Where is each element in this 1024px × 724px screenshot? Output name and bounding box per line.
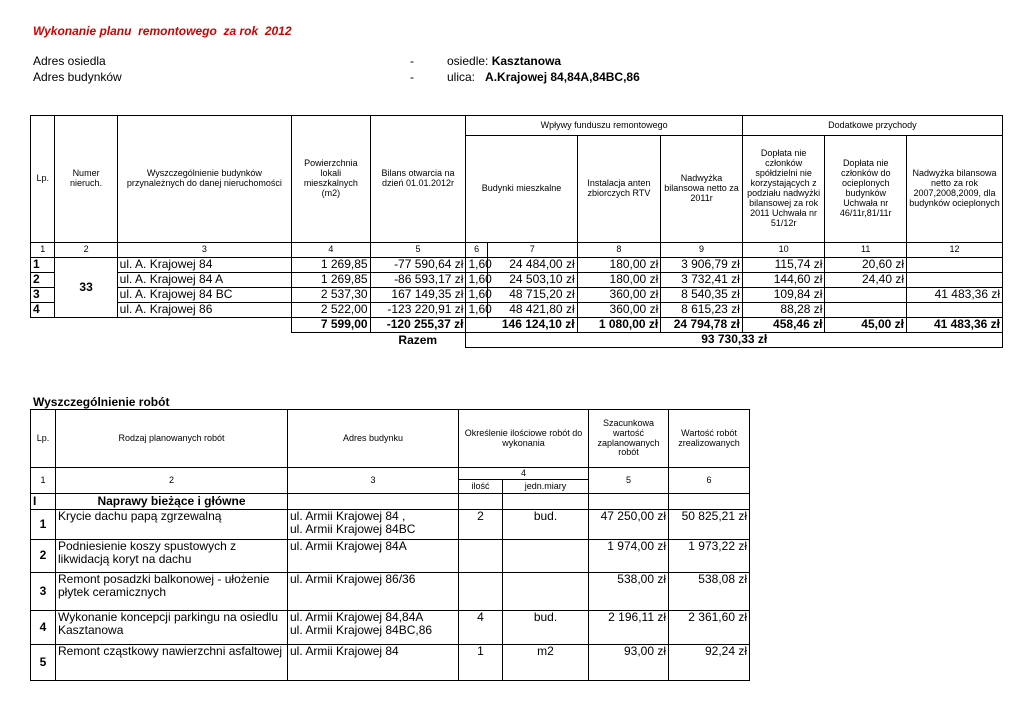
header-szacunkowa: Szacunkowa wartość zaplanowanych robót xyxy=(589,410,669,468)
building-name: ul. A. Krajowej 84 A xyxy=(117,273,291,288)
header-numer: Numer nieruch. xyxy=(55,116,117,243)
doplata-2 xyxy=(825,288,907,303)
table-row xyxy=(31,303,1003,318)
col-num: 4 xyxy=(292,243,371,258)
total-doplata-1: 458,46 zł xyxy=(742,318,825,333)
table-row xyxy=(31,611,750,645)
header-lp: Lp. xyxy=(31,116,55,243)
budynki: 24 503,10 zł xyxy=(487,273,577,288)
doplata-2: 20,60 zł xyxy=(825,258,907,273)
col-num: 5 xyxy=(589,468,669,494)
work-address: ul. Armii Krajowej 84A xyxy=(288,540,459,573)
total-rtv: 1 080,00 zł xyxy=(577,318,661,333)
header-bilans: Bilans otwarcia na dzień 01.01.2012r xyxy=(370,116,466,243)
totals-row xyxy=(31,318,1003,333)
header-wyszczegolnienie: Wyszczególnienie budynków przynależnych do danej nieruchomości xyxy=(117,116,291,243)
work-type: Wykonanie koncepcji parkingu na osiedlu Kasztanowa xyxy=(56,611,288,645)
nadwyzka: 8 540,35 zł xyxy=(661,288,743,303)
total-bilans: -120 255,37 zł xyxy=(370,318,466,333)
table-row xyxy=(31,510,750,540)
bilans: -77 590,64 zł xyxy=(370,258,466,273)
header-instalacja: Instalacja anten zbiorczych RTV xyxy=(577,136,661,243)
header-okreslenie: Określenie ilościowe robót do wykonania xyxy=(459,410,589,468)
group-lp: I xyxy=(31,494,56,510)
quantity: 2 xyxy=(459,510,503,540)
col-num: 9 xyxy=(661,243,743,258)
col-num: 6 xyxy=(466,243,487,258)
quantity: 1 xyxy=(459,645,503,681)
unit: m2 xyxy=(503,645,589,681)
total-nadwyzka-2: 41 483,36 zł xyxy=(907,318,1003,333)
rate: 1,60 xyxy=(466,273,487,288)
doplata-1: 144,60 zł xyxy=(742,273,825,288)
rate: 1,60 xyxy=(466,303,487,318)
work-address: ul. Armii Krajowej 84 xyxy=(288,645,459,681)
rate: 1,60 xyxy=(466,288,487,303)
col-num: 7 xyxy=(487,243,577,258)
estimated-value: 1 974,00 zł xyxy=(589,540,669,573)
total-doplata-2: 45,00 zł xyxy=(825,318,907,333)
nadwyzka-2 xyxy=(907,258,1003,273)
row-lp: 1 xyxy=(31,510,56,540)
rtv: 180,00 zł xyxy=(577,273,661,288)
row-lp: 3 xyxy=(31,288,55,303)
row-lp: 5 xyxy=(31,645,56,681)
unit xyxy=(503,573,589,611)
nadwyzka-2: 41 483,36 zł xyxy=(907,288,1003,303)
col-num: 3 xyxy=(117,243,291,258)
estimated-value: 2 196,11 zł xyxy=(589,611,669,645)
col-num: 1 xyxy=(31,468,56,494)
row-lp: 3 xyxy=(31,573,56,611)
quantity xyxy=(459,540,503,573)
quantity: 4 xyxy=(459,611,503,645)
quantity xyxy=(459,573,503,611)
budynki: 48 421,80 zł xyxy=(487,303,577,318)
group-title: Naprawy bieżące i główne xyxy=(56,494,288,510)
total-nadwyzka: 24 794,78 zł xyxy=(661,318,743,333)
funds-table xyxy=(30,115,1003,348)
area: 1 269,85 xyxy=(292,258,371,273)
area: 2 522,00 xyxy=(292,303,371,318)
col-num: 2 xyxy=(56,468,288,494)
area: 2 537,30 xyxy=(292,288,371,303)
rtv: 360,00 zł xyxy=(577,303,661,318)
doplata-2 xyxy=(825,303,907,318)
section-title: Wyszczególnienie robót xyxy=(33,395,170,409)
street-value: ulica: A.Krajowej 84,84A,84BC,86 xyxy=(447,70,640,84)
estimated-value: 47 250,00 zł xyxy=(589,510,669,540)
nadwyzka-2 xyxy=(907,273,1003,288)
table-row xyxy=(31,273,1003,288)
header-rodzaj: Rodzaj planowanych robót xyxy=(56,410,288,468)
header-budynki: Budynki mieszkalne xyxy=(466,136,577,243)
dash: - xyxy=(410,54,414,68)
razem-row xyxy=(31,333,1003,348)
header-powierzchnia: Powierzchnia lokali mieszkalnych (m2) xyxy=(292,116,371,243)
table-row xyxy=(31,540,750,573)
buildings-label: Adres budynków xyxy=(33,70,122,84)
estate-label: Adres osiedla xyxy=(33,54,106,68)
work-address: ul. Armii Krajowej 84,84A ul. Armii Krajowej 84BC,86 xyxy=(288,611,459,645)
col-num: 4 xyxy=(459,468,589,480)
realized-value: 538,08 zł xyxy=(669,573,750,611)
col-num: 6 xyxy=(669,468,750,494)
estate-value: osiedle: Kasztanowa xyxy=(447,54,562,68)
works-table xyxy=(30,409,750,681)
razem-label: Razem xyxy=(370,333,466,348)
realized-value: 2 361,60 zł xyxy=(669,611,750,645)
total-area: 7 599,00 xyxy=(292,318,371,333)
nadwyzka: 3 732,41 zł xyxy=(661,273,743,288)
rtv: 360,00 zł xyxy=(577,288,661,303)
rate: 1,60 xyxy=(466,258,487,273)
header-dodatkowe: Dodatkowe przychody xyxy=(742,116,1002,136)
nadwyzka: 8 615,23 zł xyxy=(661,303,743,318)
work-type: Remont posadzki balkonowej - ułożenie płytek ceramicznych xyxy=(56,573,288,611)
razem-value: 93 730,33 zł xyxy=(466,333,1003,348)
realized-value: 92,24 zł xyxy=(669,645,750,681)
table-row xyxy=(31,573,750,611)
header-nadwyzka: Nadwyżka bilansowa netto za 2011r xyxy=(661,136,743,243)
row-lp: 4 xyxy=(31,611,56,645)
header-nadwyzka-2: Nadwyżka bilansowa netto za rok 2007,2008,2009, dla budynków ocieplonych xyxy=(907,136,1003,243)
bilans: -86 593,17 zł xyxy=(370,273,466,288)
row-lp: 4 xyxy=(31,303,55,318)
total-budynki: 146 124,10 zł xyxy=(466,318,577,333)
header-ilosc: ilość xyxy=(459,480,503,494)
realized-value: 1 973,22 zł xyxy=(669,540,750,573)
col-num: 5 xyxy=(370,243,466,258)
header-adres: Adres budynku xyxy=(288,410,459,468)
header-lp: Lp. xyxy=(31,410,56,468)
col-num: 3 xyxy=(288,468,459,494)
row-lp: 1 xyxy=(31,258,55,273)
header-jedn: jedn.miary xyxy=(503,480,589,494)
realized-value: 50 825,21 zł xyxy=(669,510,750,540)
col-num: 10 xyxy=(742,243,825,258)
nadwyzka: 3 906,79 zł xyxy=(661,258,743,273)
row-lp: 2 xyxy=(31,540,56,573)
budynki: 48 715,20 zł xyxy=(487,288,577,303)
col-num: 1 xyxy=(31,243,55,258)
header-doplata-2: Dopłata nie członków do ocieplonych budynków Uchwała nr 46/11r,81/11r xyxy=(825,136,907,243)
work-type: Podniesienie koszy spustowych z likwidacją koryt na dachu xyxy=(56,540,288,573)
dash: - xyxy=(410,70,414,84)
header-wartosc: Wartość robót zrealizowanych xyxy=(669,410,750,468)
work-type: Krycie dachu papą zgrzewalną xyxy=(56,510,288,540)
building-name: ul. A. Krajowej 86 xyxy=(117,303,291,318)
unit: bud. xyxy=(503,510,589,540)
nadwyzka-2 xyxy=(907,303,1003,318)
work-address: ul. Armii Krajowej 86/36 xyxy=(288,573,459,611)
unit: bud. xyxy=(503,611,589,645)
work-address: ul. Armii Krajowej 84 , ul. Armii Krajowej 84BC xyxy=(288,510,459,540)
header-wplywy: Wpływy funduszu remontowego xyxy=(466,116,742,136)
doplata-1: 115,74 zł xyxy=(742,258,825,273)
row-lp: 2 xyxy=(31,273,55,288)
table-row xyxy=(31,288,1003,303)
rtv: 180,00 zł xyxy=(577,258,661,273)
bilans: 167 149,35 zł xyxy=(370,288,466,303)
building-name: ul. A. Krajowej 84 xyxy=(117,258,291,273)
col-num: 2 xyxy=(55,243,117,258)
doplata-2: 24,40 zł xyxy=(825,273,907,288)
budynki: 24 484,00 zł xyxy=(487,258,577,273)
col-num: 12 xyxy=(907,243,1003,258)
table-row xyxy=(31,258,1003,273)
bilans: -123 220,91 zł xyxy=(370,303,466,318)
header-doplata-1: Dopłata nie członków spółdzielni nie korzystających z podziału nadwyżki bilansowej za rok 2011 Uchwała nr 51/12r xyxy=(742,136,825,243)
doplata-1: 88,28 zł xyxy=(742,303,825,318)
estimated-value: 538,00 zł xyxy=(589,573,669,611)
doplata-1: 109,84 zł xyxy=(742,288,825,303)
work-type: Remont cząstkowy nawierzchni asfaltowej xyxy=(56,645,288,681)
page-title: Wykonanie planu remontowego za rok 2012 xyxy=(33,24,292,38)
nieruch-number: 33 xyxy=(55,258,117,318)
estimated-value: 93,00 zł xyxy=(589,645,669,681)
unit xyxy=(503,540,589,573)
table-row xyxy=(31,645,750,681)
col-num: 8 xyxy=(577,243,661,258)
area: 1 269,85 xyxy=(292,273,371,288)
group-row xyxy=(31,494,750,510)
col-num: 11 xyxy=(825,243,907,258)
building-name: ul. A. Krajowej 84 BC xyxy=(117,288,291,303)
column-numbers-row xyxy=(31,243,1003,258)
